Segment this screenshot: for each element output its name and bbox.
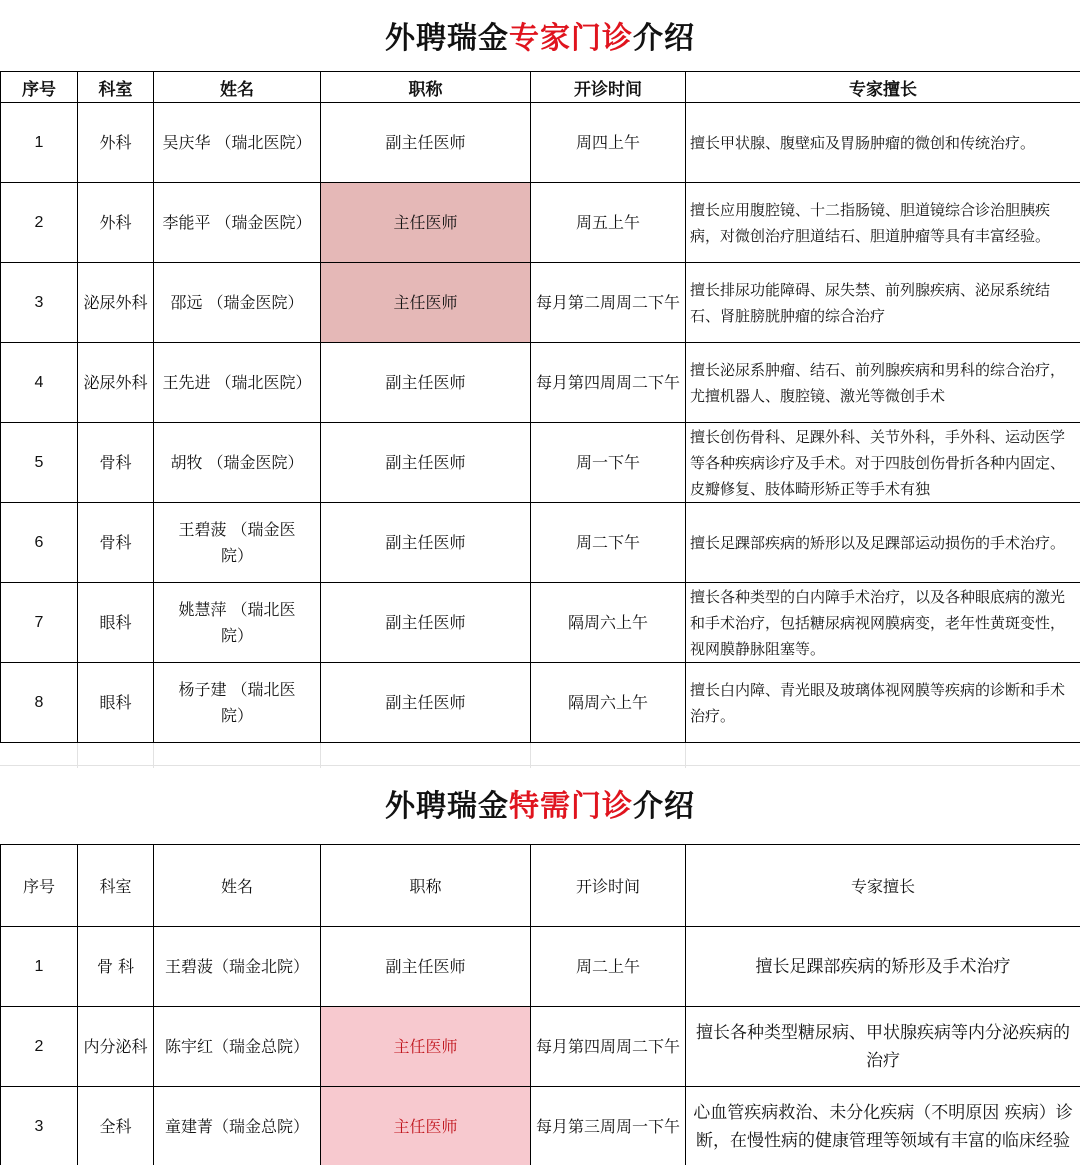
doctor-name: 胡牧 （瑞金医院）	[154, 423, 321, 503]
header-cell: 开诊时间	[531, 845, 686, 927]
specialty: 擅长泌尿系肿瘤、结石、前列腺疾病和男科的综合治疗，尤擅机器人、腹腔镜、激光等微创手术	[686, 343, 1080, 423]
clinic-time: 每月第二周周二下午	[531, 263, 686, 343]
clinic-time: 隔周六上午	[531, 583, 686, 663]
header-cell: 专家擅长	[686, 72, 1080, 103]
doctor-name: 陈宇红（瑞金总院）	[154, 1007, 321, 1087]
row-number: 8	[1, 663, 78, 743]
specialty: 心血管疾病救治、未分化疾病（不明原因 疾病）诊断，在慢性病的健康管理等领域有丰富的临床经验	[686, 1087, 1080, 1165]
grid-line	[0, 765, 1080, 766]
header-cell: 科室	[78, 845, 154, 927]
doctor-title: 副主任医师	[321, 503, 531, 583]
header-cell: 序号	[1, 72, 78, 103]
specialty: 擅长各种类型的白内障手术治疗，以及各种眼底病的激光和手术治疗，包括糖尿病视网膜病变，老年性黄斑变性，视网膜静脉阻塞等。	[686, 583, 1080, 663]
department: 外科	[78, 103, 154, 183]
header-cell: 姓名	[154, 72, 321, 103]
title-highlight-text: 专家门诊	[509, 21, 633, 56]
title-text: 介绍	[633, 789, 695, 824]
specialty: 擅长甲状腺、腹壁疝及胃肠肿瘤的微创和传统治疗。	[686, 103, 1080, 183]
header-cell: 职称	[321, 72, 531, 103]
row-number: 4	[1, 343, 78, 423]
doctor-name: 童建菁（瑞金总院）	[154, 1087, 321, 1165]
clinic-time: 周一下午	[531, 423, 686, 503]
doctor-title: 主任医师	[321, 1007, 531, 1087]
title-text: 介绍	[633, 21, 695, 56]
header-cell: 专家擅长	[686, 845, 1080, 927]
row-number: 5	[1, 423, 78, 503]
doctor-title: 主任医师	[321, 1087, 531, 1165]
clinic-time: 隔周六上午	[531, 663, 686, 743]
title-text: 外聘瑞金	[385, 21, 509, 56]
title-highlight-text: 特需门诊	[509, 789, 633, 824]
department: 泌尿外科	[78, 263, 154, 343]
table-row	[1, 583, 1080, 663]
clinic-time: 周二下午	[531, 503, 686, 583]
table-header-row	[1, 72, 1080, 103]
table-row	[1, 1087, 1080, 1165]
row-number: 3	[1, 263, 78, 343]
specialty: 擅长创伤骨科、足踝外科、关节外科，手外科、运动医学等各种疾病诊疗及手术。对于四肢创伤骨折各种内固定、皮瓣修复、肢体畸形矫正等手术有独	[686, 423, 1080, 503]
doctor-title: 副主任医师	[321, 583, 531, 663]
doctor-name: 王碧菠 （瑞金医院）	[154, 503, 321, 583]
specialty: 擅长应用腹腔镜、十二指肠镜、胆道镜综合诊治胆胰疾病，对微创治疗胆道结石、胆道肿瘤等具有丰富经验。	[686, 183, 1080, 263]
header-cell: 科室	[78, 72, 154, 103]
row-number: 7	[1, 583, 78, 663]
department: 骨科	[78, 503, 154, 583]
doctor-name: 姚慧萍 （瑞北医院）	[154, 583, 321, 663]
header-cell: 姓名	[154, 845, 321, 927]
row-number: 1	[1, 103, 78, 183]
header-cell: 开诊时间	[531, 72, 686, 103]
doctor-name: 王碧菠（瑞金北院）	[154, 927, 321, 1007]
section1-title	[0, 0, 1080, 72]
doctor-title: 副主任医师	[321, 663, 531, 743]
specialty: 擅长足踝部疾病的矫形以及足踝部运动损伤的手术治疗。	[686, 503, 1080, 583]
department: 眼科	[78, 583, 154, 663]
row-number: 3	[1, 1087, 78, 1165]
doctor-title: 副主任医师	[321, 927, 531, 1007]
header-cell: 序号	[1, 845, 78, 927]
department: 眼科	[78, 663, 154, 743]
header-cell: 职称	[321, 845, 531, 927]
clinic-time: 周四上午	[531, 103, 686, 183]
section2-title	[0, 768, 1080, 844]
department: 全科	[78, 1087, 154, 1165]
row-number: 2	[1, 1007, 78, 1087]
table-row	[1, 183, 1080, 263]
doctor-title: 主任医师	[321, 183, 531, 263]
doctor-name: 杨子建 （瑞北医院）	[154, 663, 321, 743]
table-row	[1, 103, 1080, 183]
special-clinic-table	[0, 844, 1080, 1165]
table-row	[1, 663, 1080, 743]
specialty: 擅长各种类型糖尿病、甲状腺疾病等内分泌疾病的治疗	[686, 1007, 1080, 1087]
department: 泌尿外科	[78, 343, 154, 423]
row-number: 1	[1, 927, 78, 1007]
doctor-name: 邵远 （瑞金医院）	[154, 263, 321, 343]
table-row	[1, 1007, 1080, 1087]
doctor-name: 王先进 （瑞北医院）	[154, 343, 321, 423]
department: 外科	[78, 183, 154, 263]
clinic-time: 每月第四周周二下午	[531, 343, 686, 423]
row-number: 2	[1, 183, 78, 263]
department: 骨 科	[78, 927, 154, 1007]
clinic-time: 每月第三周周一下午	[531, 1087, 686, 1165]
table-row	[1, 343, 1080, 423]
title-text: 外聘瑞金	[385, 789, 509, 824]
specialty: 擅长足踝部疾病的矫形及手术治疗	[686, 927, 1080, 1007]
doctor-title: 副主任医师	[321, 343, 531, 423]
clinic-time: 周二上午	[531, 927, 686, 1007]
doctor-name: 吴庆华 （瑞北医院）	[154, 103, 321, 183]
row-number: 6	[1, 503, 78, 583]
table-header-row	[1, 845, 1080, 927]
doctor-title: 副主任医师	[321, 103, 531, 183]
doctor-title: 副主任医师	[321, 423, 531, 503]
expert-clinic-table	[0, 71, 1080, 743]
specialty: 擅长排尿功能障碍、尿失禁、前列腺疾病、泌尿系统结石、肾脏膀胱肿瘤的综合治疗	[686, 263, 1080, 343]
department: 骨科	[78, 423, 154, 503]
table-row	[1, 503, 1080, 583]
clinic-time: 周五上午	[531, 183, 686, 263]
table-row	[1, 263, 1080, 343]
department: 内分泌科	[78, 1007, 154, 1087]
specialty: 擅长白内障、青光眼及玻璃体视网膜等疾病的诊断和手术治疗。	[686, 663, 1080, 743]
doctor-name: 李能平 （瑞金医院）	[154, 183, 321, 263]
table-row	[1, 423, 1080, 503]
clinic-time: 每月第四周周二下午	[531, 1007, 686, 1087]
doctor-title: 主任医师	[321, 263, 531, 343]
table-row	[1, 927, 1080, 1007]
